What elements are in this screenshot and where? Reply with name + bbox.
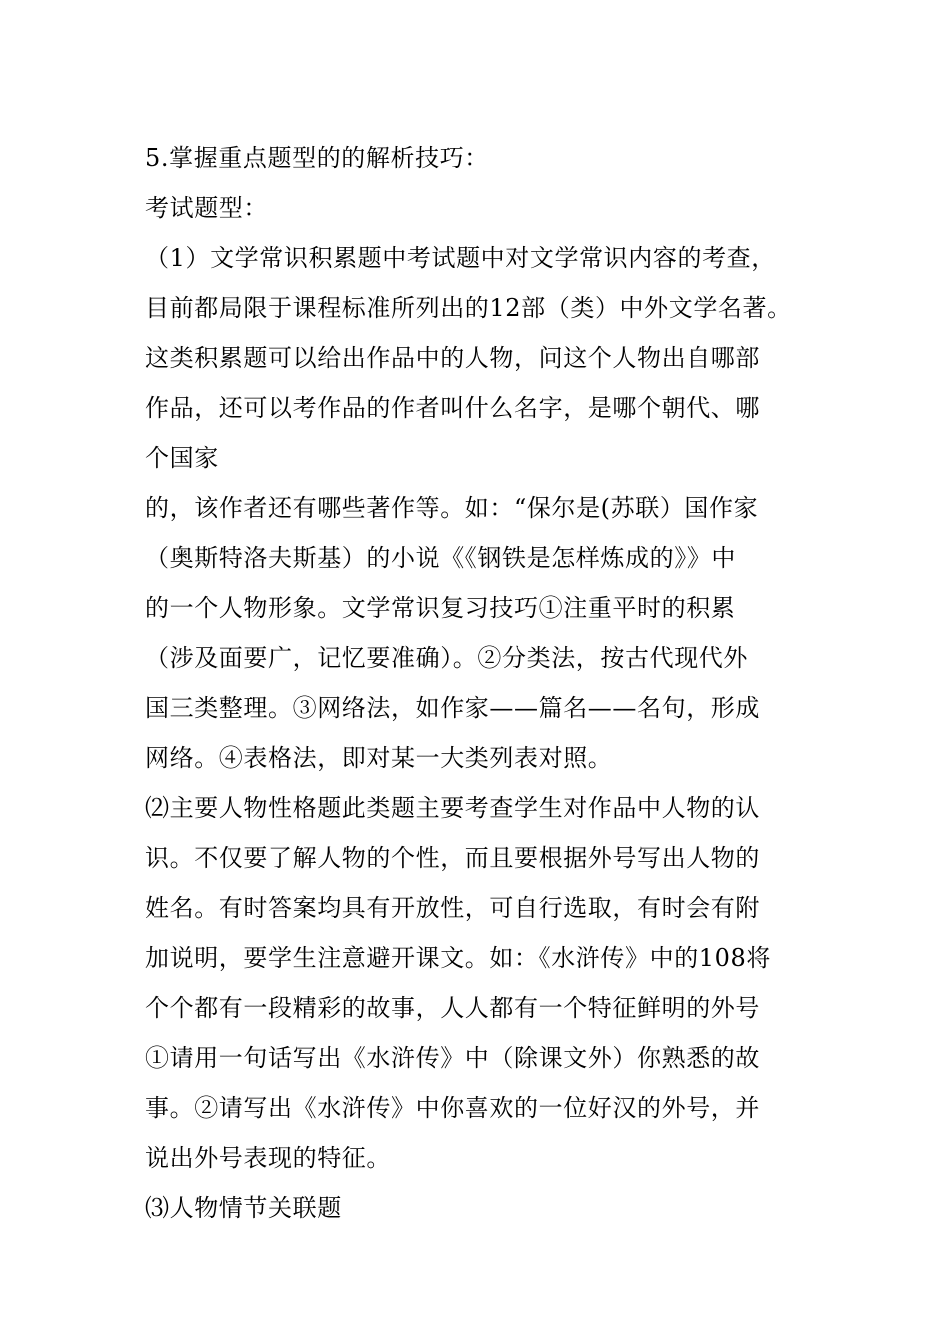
text-line: 识。不仅要了解人物的个性，而且要根据外号写出人物的 xyxy=(145,844,760,872)
text-line: 作品，还可以考作品的作者叫什么名字，是哪个朝代、哪 xyxy=(145,394,760,422)
text-line: 考试题型： xyxy=(145,194,268,222)
text-line: 个国家 xyxy=(145,444,219,472)
text-line: 个个都有一段精彩的故事，人人都有一个特征鲜明的外号 xyxy=(145,994,760,1022)
text-line: 5.掌握重点题型的的解析技巧： xyxy=(145,144,489,172)
text-line: 网络。④表格法，即对某一大类列表对照。 xyxy=(145,744,613,772)
text-line: 说出外号表现的特征。 xyxy=(145,1144,391,1172)
text-line: 的，该作者还有哪些著作等。如：“保尔是(苏联）国作家 xyxy=(145,494,759,522)
text-line: ⑵主要人物性格题此类题主要考查学生对作品中人物的认 xyxy=(145,794,760,822)
text-line: 目前都局限于课程标准所列出的12部（类）中外文学名著。 xyxy=(145,294,792,322)
document-body xyxy=(145,133,815,1233)
text-line: 这类积累题可以给出作品中的人物，问这个人物出自哪部 xyxy=(145,344,760,372)
text-line: （奥斯特洛夫斯基）的小说《《钢铁是怎样炼成的》》中 xyxy=(145,544,736,572)
text-line: 姓名。有时答案均具有开放性，可自行选取，有时会有附 xyxy=(145,894,760,922)
text-line: 加说明，要学生注意避开课文。如：《水浒传》中的108将 xyxy=(145,944,772,972)
text-line: 事。②请写出《水浒传》中你喜欢的一位好汉的外号，并 xyxy=(145,1094,760,1122)
text-line: 国三类整理。③网络法，如作家——篇名——名句，形成 xyxy=(145,694,760,722)
text-line: （1）文学常识积累题中考试题中对文学常识内容的考查， xyxy=(145,244,776,272)
text-line: （涉及面要广，记忆要准确）。②分类法，按古代现代外 xyxy=(145,644,748,672)
text-line: ①请用一句话写出《水浒传》中（除课文外）你熟悉的故 xyxy=(145,1044,760,1072)
text-line: 的一个人物形象。文学常识复习技巧①注重平时的积累 xyxy=(145,594,736,622)
text-line: ⑶人物情节关联题 xyxy=(145,1194,342,1222)
